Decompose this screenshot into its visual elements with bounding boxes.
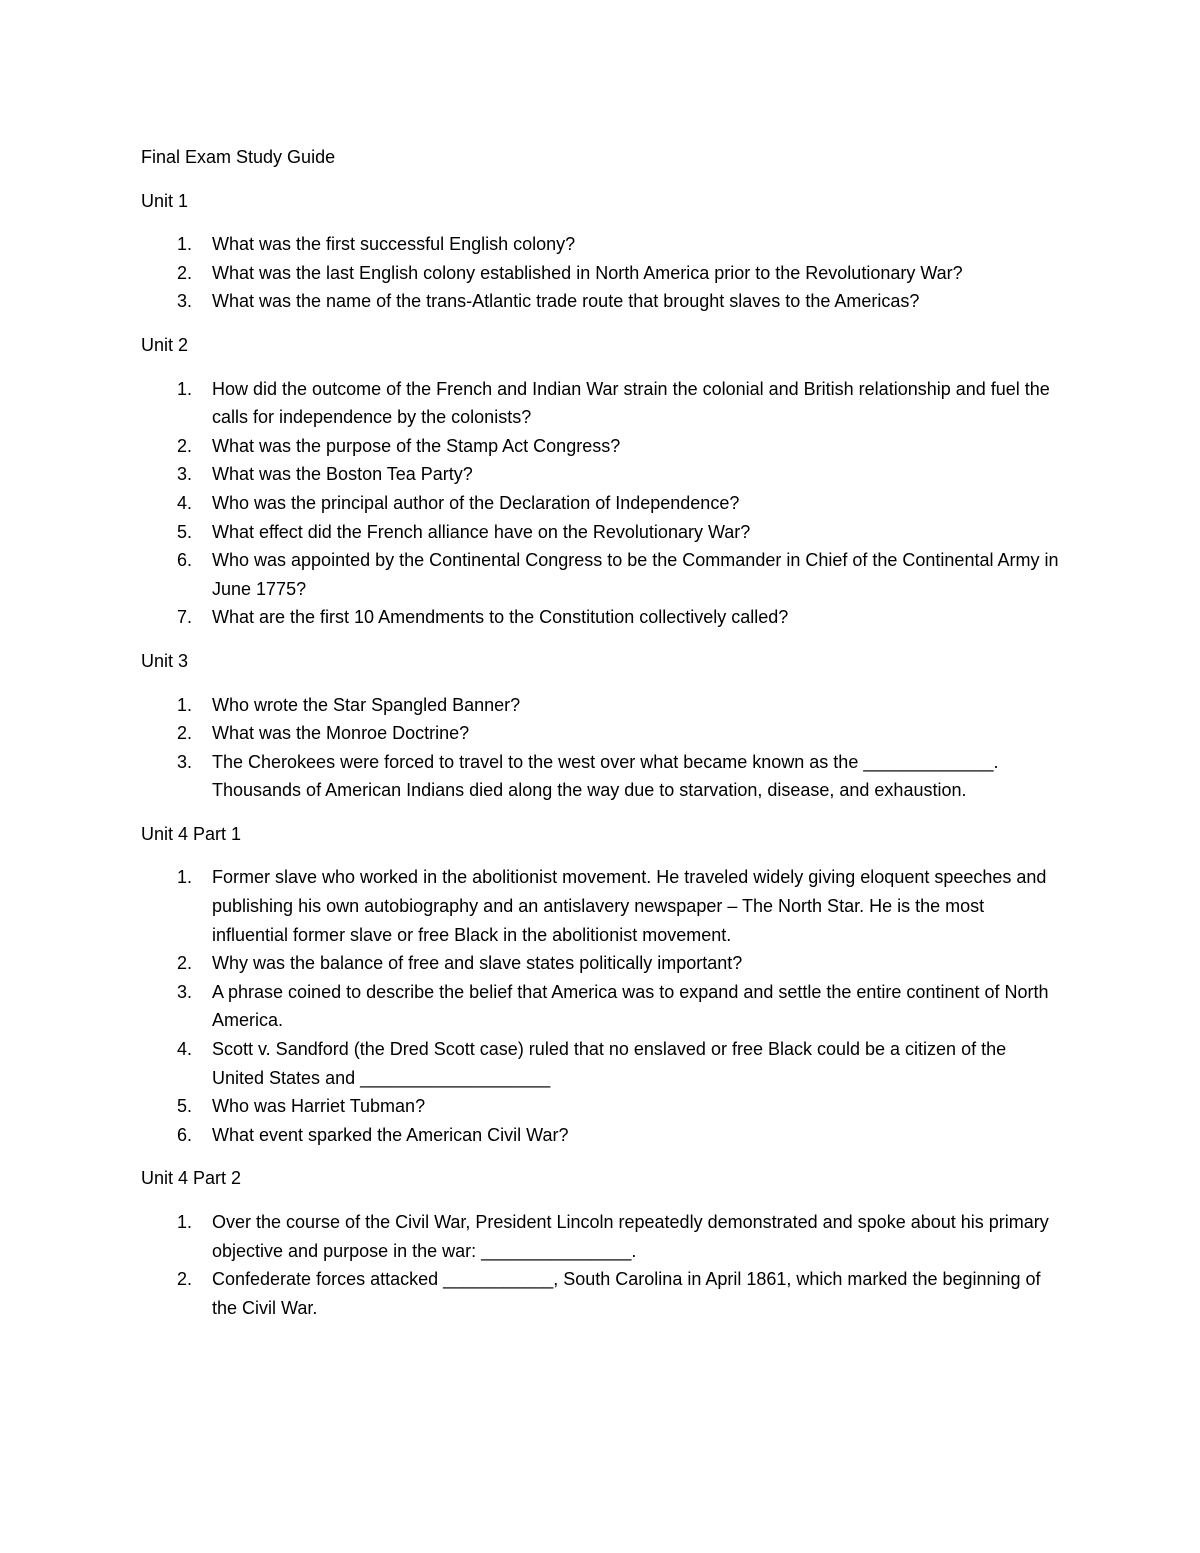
question-number: 5. bbox=[177, 1096, 193, 1117]
question-number: 4. bbox=[177, 1039, 193, 1060]
question-text: Who was appointed by the Continental Congress to be the Commander in Chief of the Continental Army in June 1775? bbox=[212, 550, 1059, 599]
question-number: 1. bbox=[177, 867, 193, 888]
question-item bbox=[141, 863, 1061, 949]
question-item bbox=[141, 691, 1061, 720]
question-number: 1. bbox=[177, 694, 193, 715]
question-number: 3. bbox=[177, 464, 193, 485]
question-item bbox=[141, 460, 1061, 489]
document-page bbox=[141, 143, 1061, 1337]
question-item bbox=[141, 1121, 1061, 1150]
question-text: Why was the balance of free and slave states politically important? bbox=[212, 953, 743, 974]
question-number: 1. bbox=[177, 234, 193, 255]
question-text: Confederate forces attacked ___________, South Carolina in April 1861, which marked the beginning of the Civil War. bbox=[212, 1269, 1041, 1318]
question-number: 2. bbox=[177, 723, 193, 744]
unit-section bbox=[141, 820, 1061, 1150]
question-text: Former slave who worked in the abolitionist movement. He traveled widely giving eloquent speeches and publishing his own autobiography and an antislavery newspaper – The North Star. He is the most influential former slave or free Black in the abolitionist movement. bbox=[212, 867, 1047, 945]
question-number: 7. bbox=[177, 607, 193, 628]
question-item bbox=[141, 1092, 1061, 1121]
question-number: 2. bbox=[177, 953, 193, 974]
question-number: 3. bbox=[177, 981, 193, 1002]
question-number: 5. bbox=[177, 521, 193, 542]
question-text: Who wrote the Star Spangled Banner? bbox=[212, 694, 521, 715]
unit-heading: Unit 4 Part 1 bbox=[141, 823, 242, 844]
question-text: What was the Monroe Doctrine? bbox=[212, 723, 470, 744]
question-list bbox=[141, 1208, 1061, 1322]
units-container bbox=[141, 187, 1061, 1323]
question-item bbox=[141, 1208, 1061, 1265]
question-item bbox=[141, 432, 1061, 461]
question-item bbox=[141, 719, 1061, 748]
question-item bbox=[141, 978, 1061, 1035]
unit-section bbox=[141, 1164, 1061, 1322]
question-item bbox=[141, 259, 1061, 288]
question-list bbox=[141, 230, 1061, 316]
question-item bbox=[141, 603, 1061, 632]
question-item bbox=[141, 949, 1061, 978]
unit-heading: Unit 4 Part 2 bbox=[141, 1168, 242, 1189]
question-number: 1. bbox=[177, 378, 193, 399]
unit-heading: Unit 3 bbox=[141, 650, 189, 671]
question-item bbox=[141, 1035, 1061, 1092]
question-number: 1. bbox=[177, 1212, 193, 1232]
question-item bbox=[141, 287, 1061, 316]
question-text: A phrase coined to describe the belief that America was to expand and settle the entire continent of North America. bbox=[212, 981, 1049, 1031]
unit-section bbox=[141, 187, 1061, 316]
question-item bbox=[141, 518, 1061, 547]
question-text: Who was the principal author of the Declaration of Independence? bbox=[212, 492, 740, 513]
question-text: What effect did the French alliance have on the Revolutionary War? bbox=[212, 521, 751, 542]
question-number: 2. bbox=[177, 262, 193, 283]
question-text: What was the last English colony established in North America prior to the Revolutionary War? bbox=[212, 262, 963, 283]
question-text: What event sparked the American Civil War? bbox=[212, 1124, 569, 1145]
question-text: What was the Boston Tea Party? bbox=[212, 464, 473, 485]
question-number: 2. bbox=[177, 435, 193, 456]
question-number: 4. bbox=[177, 492, 193, 513]
question-item bbox=[141, 1265, 1061, 1322]
question-list bbox=[141, 691, 1061, 805]
question-list bbox=[141, 375, 1061, 632]
question-text: How did the outcome of the French and Indian War strain the colonial and British relationship and fuel the calls for independence by the colonists? bbox=[212, 378, 1050, 428]
question-text: Who was Harriet Tubman? bbox=[212, 1096, 426, 1117]
unit-section bbox=[141, 331, 1061, 632]
question-list bbox=[141, 863, 1061, 1149]
unit-heading: Unit 1 bbox=[141, 190, 189, 211]
question-text: What was the name of the trans-Atlantic trade route that brought slaves to the Americas? bbox=[212, 291, 920, 312]
question-item bbox=[141, 230, 1061, 259]
question-text: What was the purpose of the Stamp Act Congress? bbox=[212, 435, 621, 456]
question-number: 2. bbox=[177, 1269, 193, 1290]
question-text: What was the first successful English colony? bbox=[212, 234, 576, 255]
question-item bbox=[141, 489, 1061, 518]
question-item bbox=[141, 748, 1061, 805]
unit-heading: Unit 2 bbox=[141, 334, 189, 355]
unit-section bbox=[141, 647, 1061, 805]
question-number: 3. bbox=[177, 751, 193, 772]
question-text: What are the first 10 Amendments to the Constitution collectively called? bbox=[212, 607, 789, 628]
question-number: 6. bbox=[177, 550, 193, 571]
question-item bbox=[141, 546, 1061, 603]
question-text: Scott v. Sandford (the Dred Scott case) ruled that no enslaved or free Black could be a citizen of the United States and ___________________ bbox=[212, 1039, 1007, 1088]
question-number: 3. bbox=[177, 291, 193, 312]
question-item bbox=[141, 375, 1061, 432]
document-title: Final Exam Study Guide bbox=[141, 147, 336, 167]
question-number: 6. bbox=[177, 1124, 193, 1145]
question-text: The Cherokees were forced to travel to the west over what became known as the _____________. Thousands of American Indians died along the way due to starvation, disease, and exhaustion. bbox=[212, 751, 999, 801]
question-text: Over the course of the Civil War, President Lincoln repeatedly demonstrated and spoke about his primary objective and purpose in the war: _______________. bbox=[212, 1212, 1049, 1261]
